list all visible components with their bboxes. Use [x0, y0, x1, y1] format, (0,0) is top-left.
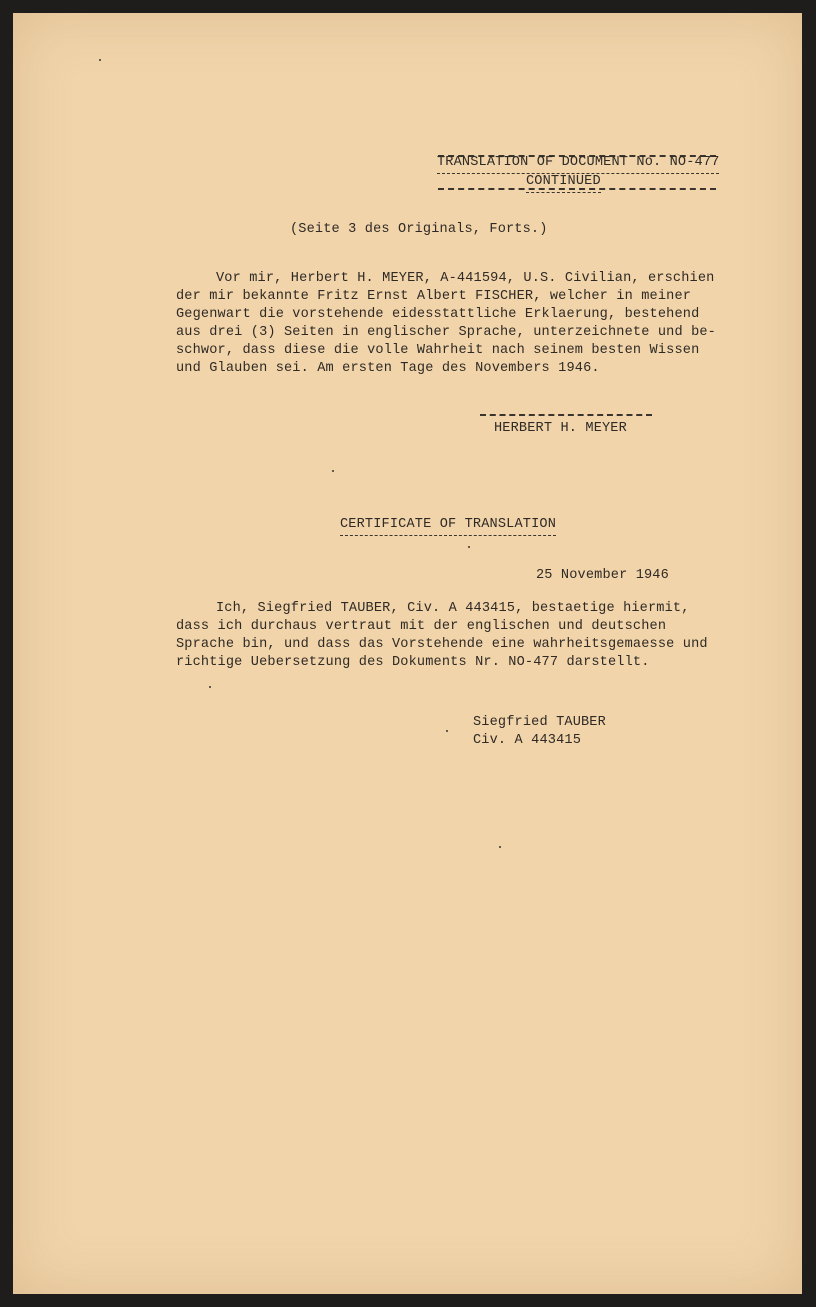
affidavit-line: aus drei (3) Seiten in englischer Sprache, unterzeichnete und be- [176, 325, 716, 340]
paper-speck [209, 686, 211, 688]
affidavit-line: Vor mir, Herbert H. MEYER, A-441594, U.S. Civilian, erschien [216, 271, 715, 286]
paper-speck [332, 470, 334, 472]
header-bottom-rule [438, 188, 716, 190]
affidavit-line: schwor, dass diese die volle Wahrheit nach seinem besten Wissen [176, 343, 700, 358]
paper-speck [446, 730, 448, 732]
paper-speck [499, 846, 501, 848]
certificate-date: 25 November 1946 [536, 568, 669, 583]
original-page-note: (Seite 3 des Originals, Forts.) [290, 222, 548, 237]
certificate-title: CERTIFICATE OF TRANSLATION [340, 516, 556, 536]
certificate-line: Sprache bin, und dass das Vorstehende eine wahrheitsgemaesse und [176, 637, 708, 652]
certificate-line: dass ich durchaus vertraut mit der englischen und deutschen [176, 619, 667, 634]
affidavit-signature: HERBERT H. MEYER [494, 421, 627, 436]
certificate-line: richtige Uebersetzung des Dokuments Nr. NO-477 darstellt. [176, 655, 650, 670]
paper-speck [468, 546, 470, 548]
signature-line [480, 414, 652, 416]
translator-id: Civ. A 443415 [473, 733, 581, 748]
paper-speck [99, 59, 101, 61]
document-page [13, 13, 802, 1294]
document-heading: TRANSLATION OF DOCUMENT No. NO-477 [437, 154, 719, 174]
translator-name: Siegfried TAUBER [473, 715, 606, 730]
document-heading-continued: CONTINUED [526, 173, 601, 193]
affidavit-line: und Glauben sei. Am ersten Tage des Novembers 1946. [176, 361, 600, 376]
affidavit-line: Gegenwart die vorstehende eidesstattliche Erklaerung, bestehend [176, 307, 700, 322]
affidavit-line: der mir bekannte Fritz Ernst Albert FISCHER, welcher in meiner [176, 289, 692, 304]
certificate-line: Ich, Siegfried TAUBER, Civ. A 443415, bestaetige hiermit, [216, 601, 690, 616]
